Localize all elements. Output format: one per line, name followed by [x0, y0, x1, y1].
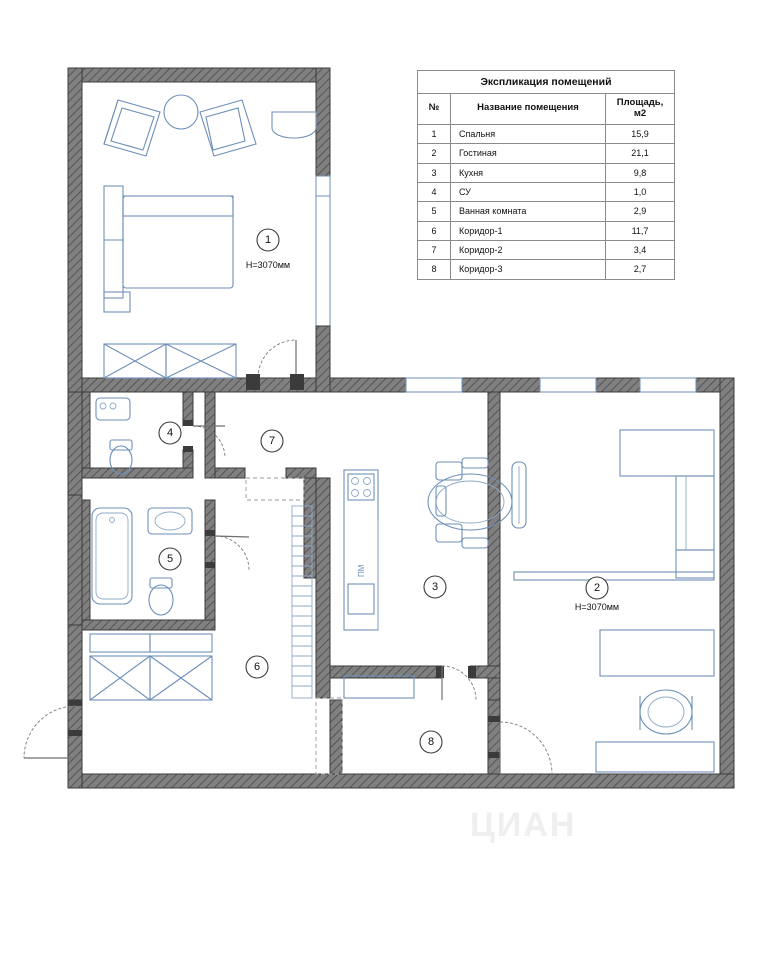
armchair-left — [104, 100, 160, 156]
row-number: 7 — [418, 240, 451, 259]
row-area: 3,4 — [606, 240, 675, 259]
room-marker-8-label: 8 — [427, 736, 435, 748]
row-name: Коридор-3 — [450, 260, 605, 279]
room-marker-4-label: 4 — [166, 427, 174, 439]
living-height-label: H=3070мм — [574, 602, 620, 612]
row-area: 15,9 — [606, 124, 675, 143]
room-marker-5-label: 5 — [166, 553, 174, 565]
row-name: Гостиная — [450, 144, 605, 163]
row-area: 9,8 — [606, 163, 675, 182]
row-number: 6 — [418, 221, 451, 240]
watermark: ЦИАН — [470, 806, 577, 844]
column-header-area-line1: Площадь, — [616, 97, 664, 108]
row-area: 2,7 — [606, 260, 675, 279]
row-name: Коридор-1 — [450, 221, 605, 240]
table-row — [418, 144, 675, 163]
row-area: 21,1 — [606, 144, 675, 163]
row-number: 2 — [418, 144, 451, 163]
row-name: СУ — [450, 182, 605, 201]
row-name: Спальня — [450, 124, 605, 143]
row-number: 4 — [418, 182, 451, 201]
row-area: 11,7 — [606, 221, 675, 240]
column-header-name: Название помещения — [450, 94, 605, 125]
bedroom-height-label: H=3070мм — [245, 260, 291, 270]
row-number: 8 — [418, 260, 451, 279]
row-name: Кухня — [450, 163, 605, 182]
row-name: Ванная комната — [450, 202, 605, 221]
room-schedule-table — [417, 70, 675, 280]
armchair-right — [200, 100, 256, 156]
room-marker-1-label: 1 — [264, 234, 272, 246]
table-row — [418, 163, 675, 182]
room-marker-2-label: 2 — [593, 582, 601, 594]
row-name: Коридор-2 — [450, 240, 605, 259]
table-row — [418, 202, 675, 221]
room-marker-7-label: 7 — [268, 435, 276, 447]
wc-fixtures — [96, 398, 132, 474]
row-number: 5 — [418, 202, 451, 221]
table-row — [418, 221, 675, 240]
row-number: 3 — [418, 163, 451, 182]
corridor1-storage — [90, 506, 312, 700]
row-area: 1,0 — [606, 182, 675, 201]
table-row — [418, 182, 675, 201]
column-header-area-line2: м2 — [633, 107, 647, 119]
table-header-row — [418, 94, 675, 125]
table-row — [418, 124, 675, 143]
dishwasher-label: ПМ — [357, 564, 366, 577]
room-marker-3-label: 3 — [431, 581, 439, 593]
column-header-area — [606, 94, 675, 125]
column-header-number: № — [418, 94, 451, 125]
room-marker-6-label: 6 — [253, 661, 261, 673]
bedroom-furniture — [104, 95, 316, 378]
doors — [24, 340, 552, 774]
row-number: 1 — [418, 124, 451, 143]
table-row — [418, 240, 675, 259]
table-row — [418, 260, 675, 279]
living-room-furniture — [514, 430, 714, 772]
room-schedule-title: Экспликация помещений — [417, 70, 675, 93]
row-area: 2,9 — [606, 202, 675, 221]
